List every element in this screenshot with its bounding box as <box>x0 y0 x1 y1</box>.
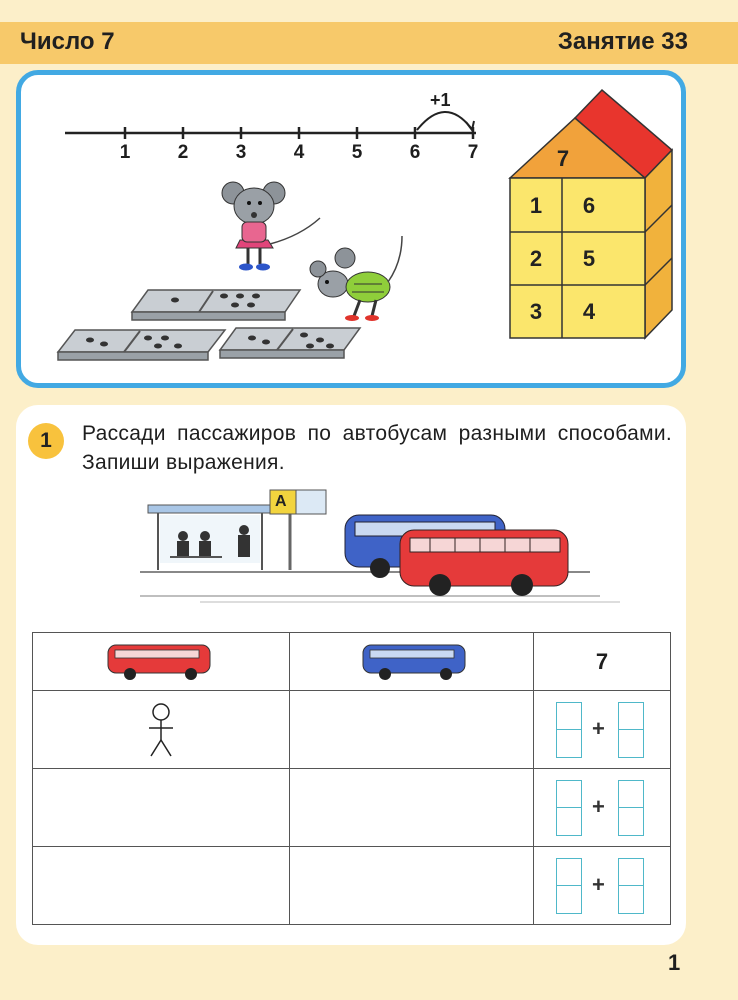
house-cell: 6 <box>582 193 596 218</box>
house-cell: 2 <box>529 246 543 271</box>
passenger-icon <box>146 702 176 760</box>
addend-box[interactable] <box>618 702 644 758</box>
page-number: 1 <box>668 950 681 975</box>
house-cell: 1 <box>529 193 543 218</box>
addend-box[interactable] <box>556 702 582 758</box>
expression-boxes <box>556 780 652 836</box>
addend-box[interactable] <box>618 780 644 836</box>
blue-bus-cell[interactable] <box>290 769 534 847</box>
plus-sign: + <box>592 716 605 741</box>
nl-label-4: 4 <box>293 142 305 163</box>
total-header: 7 <box>534 633 671 691</box>
nl-label-3: 3 <box>235 142 247 163</box>
red-bus-icon <box>105 642 215 682</box>
table-row <box>33 847 671 925</box>
plus-sign: + <box>592 872 605 897</box>
expression-boxes <box>556 702 652 758</box>
bus-stop-letter: А <box>275 493 287 510</box>
red-bus-header <box>33 633 290 691</box>
passenger-table <box>32 632 671 925</box>
task-number-badge: 1 <box>28 423 64 459</box>
table-row <box>33 691 671 769</box>
red-bus-cell[interactable] <box>33 847 290 925</box>
blue-bus-cell[interactable] <box>290 691 534 769</box>
red-bus-cell[interactable] <box>33 691 290 769</box>
table-header-row <box>33 633 671 691</box>
addend-box[interactable] <box>556 780 582 836</box>
table-row <box>33 769 671 847</box>
house-cell: 3 <box>529 299 543 324</box>
plus-sign: + <box>592 794 605 819</box>
nl-label-5: 5 <box>351 142 363 163</box>
bus-shelter <box>148 505 270 570</box>
task-instruction: Рассади пассажиров по автобусам разными способами. Запиши выражения. <box>82 422 672 474</box>
nl-label-6: 6 <box>409 142 421 163</box>
nl-label-1: 1 <box>119 142 131 163</box>
topic-title: Число 7 <box>20 28 115 55</box>
blue-bus-icon <box>360 642 470 682</box>
house-cell: 5 <box>582 246 596 271</box>
house-cell: 4 <box>582 299 596 324</box>
addend-box[interactable] <box>556 858 582 914</box>
red-bus <box>400 530 568 596</box>
nl-label-2: 2 <box>177 142 189 163</box>
expression-cell <box>534 847 671 925</box>
lesson-title: Занятие 33 <box>557 28 688 55</box>
red-bus-cell[interactable] <box>33 769 290 847</box>
addend-box[interactable] <box>618 858 644 914</box>
step-label: +1 <box>430 90 451 110</box>
house-roof-number: 7 <box>556 146 570 171</box>
blue-bus-cell[interactable] <box>290 847 534 925</box>
expression-boxes <box>556 858 652 914</box>
expression-cell <box>534 769 671 847</box>
nl-label-7: 7 <box>467 142 479 163</box>
expression-cell <box>534 691 671 769</box>
blue-bus-header <box>290 633 534 691</box>
